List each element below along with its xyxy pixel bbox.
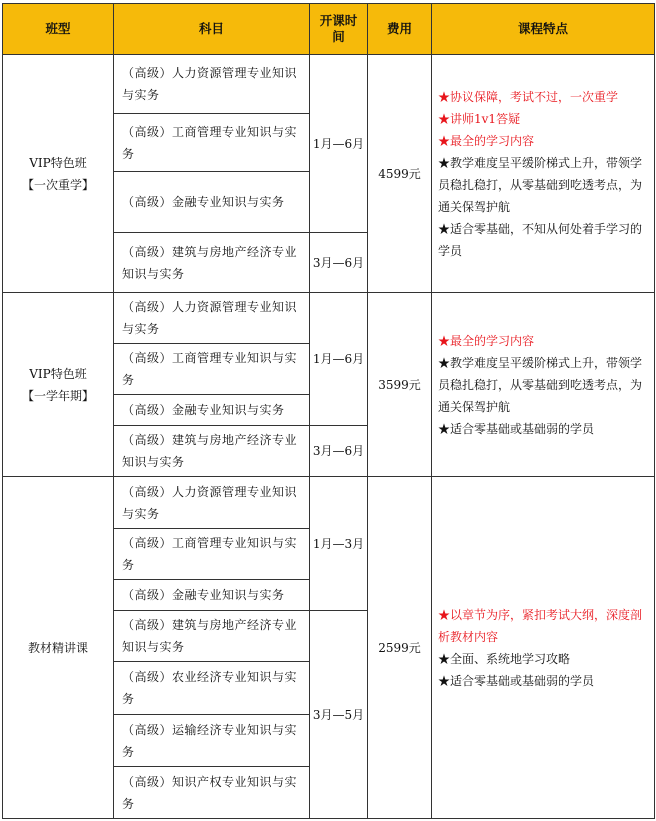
table-row [3, 55, 655, 114]
class-type-name: VIP特色班 [29, 155, 87, 170]
subject-cell: （高级）金融专业知识与实务 [114, 172, 310, 233]
header-features: 课程特点 [432, 4, 655, 55]
header-fee: 费用 [368, 4, 432, 55]
feature-text: 最全的学习内容 [450, 133, 535, 148]
table-row [3, 293, 655, 344]
subject-cell: （高级）人力资源管理专业知识与实务 [114, 55, 310, 114]
subject-cell: （高级）运输经济专业知识与实务 [114, 715, 310, 767]
subject-cell: （高级）建筑与房地产经济专业知识与实务 [114, 426, 310, 477]
feature-text: 适合零基础或基础弱的学员 [450, 421, 595, 436]
subject-cell: （高级）工商管理专业知识与实务 [114, 114, 310, 172]
feature-item [438, 604, 648, 648]
feature-item [438, 352, 648, 418]
feature-item [438, 152, 648, 218]
time-cell: 3月—6月 [310, 426, 368, 477]
star-icon: ★ [438, 651, 451, 666]
features-cell [432, 293, 655, 477]
class-type-sub: 【一学年期】 [21, 388, 94, 403]
feature-text: 最全的学习内容 [450, 333, 535, 348]
class-type-cell [3, 293, 114, 477]
fee-cell: 2599元 [368, 477, 432, 819]
header-subject: 科目 [114, 4, 310, 55]
class-type-name: 教材精讲课 [27, 640, 88, 655]
time-cell: 1月—3月 [310, 477, 368, 611]
feature-text: 适合零基础，不知从何处着手学习的学员 [438, 221, 643, 258]
feature-text: 教学难度呈平缓阶梯式上升，带领学员稳扎稳打，从零基础到吃透考点，为通关保驾护航 [438, 355, 643, 414]
star-icon: ★ [438, 111, 451, 126]
feature-text: 协议保障，考试不过，一次重学 [450, 89, 619, 104]
feature-item [438, 670, 648, 692]
feature-item [438, 330, 648, 352]
feature-text: 全面、系统地学习攻略 [450, 651, 571, 666]
star-icon: ★ [438, 673, 451, 688]
class-type-sub: 【一次重学】 [21, 177, 94, 192]
subject-cell: （高级）建筑与房地产经济专业知识与实务 [114, 611, 310, 662]
star-icon: ★ [438, 221, 451, 236]
star-icon: ★ [438, 155, 451, 170]
subject-cell: （高级）金融专业知识与实务 [114, 395, 310, 426]
subject-cell: （高级）人力资源管理专业知识与实务 [114, 477, 310, 529]
star-icon: ★ [438, 333, 451, 348]
feature-item [438, 218, 648, 262]
feature-text: 适合零基础或基础弱的学员 [450, 673, 595, 688]
feature-text: 以章节为序，紧扣考试大纲，深度剖析教材内容 [438, 607, 643, 644]
feature-item [438, 108, 648, 130]
header-row [3, 4, 655, 55]
subject-cell: （高级）农业经济专业知识与实务 [114, 662, 310, 715]
time-cell: 3月—5月 [310, 611, 368, 819]
star-icon: ★ [438, 421, 451, 436]
class-type-cell [3, 477, 114, 819]
feature-item [438, 418, 648, 440]
subject-cell: （高级）金融专业知识与实务 [114, 580, 310, 611]
header-start-time: 开课时间 [310, 4, 368, 55]
star-icon: ★ [438, 607, 451, 622]
class-type-name: VIP特色班 [29, 366, 87, 381]
time-cell: 3月—6月 [310, 233, 368, 293]
subject-cell: （高级）工商管理专业知识与实务 [114, 344, 310, 395]
time-cell: 1月—6月 [310, 55, 368, 233]
star-icon: ★ [438, 133, 451, 148]
feature-item [438, 648, 648, 670]
table-row [3, 477, 655, 529]
feature-text: 讲师1v1答疑 [450, 111, 521, 126]
feature-item [438, 86, 648, 108]
features-cell [432, 477, 655, 819]
time-cell: 1月—6月 [310, 293, 368, 426]
feature-text: 教学难度呈平缓阶梯式上升，带领学员稳扎稳打，从零基础到吃透考点，为通关保驾护航 [438, 155, 643, 214]
features-cell [432, 55, 655, 293]
class-type-cell [3, 55, 114, 293]
subject-cell: （高级）人力资源管理专业知识与实务 [114, 293, 310, 344]
subject-cell: （高级）知识产权专业知识与实务 [114, 767, 310, 819]
fee-cell: 4599元 [368, 55, 432, 293]
star-icon: ★ [438, 355, 451, 370]
fee-cell: 3599元 [368, 293, 432, 477]
feature-item [438, 130, 648, 152]
course-table [2, 3, 655, 819]
header-class-type: 班型 [3, 4, 114, 55]
star-icon: ★ [438, 89, 451, 104]
subject-cell: （高级）建筑与房地产经济专业知识与实务 [114, 233, 310, 293]
subject-cell: （高级）工商管理专业知识与实务 [114, 529, 310, 580]
